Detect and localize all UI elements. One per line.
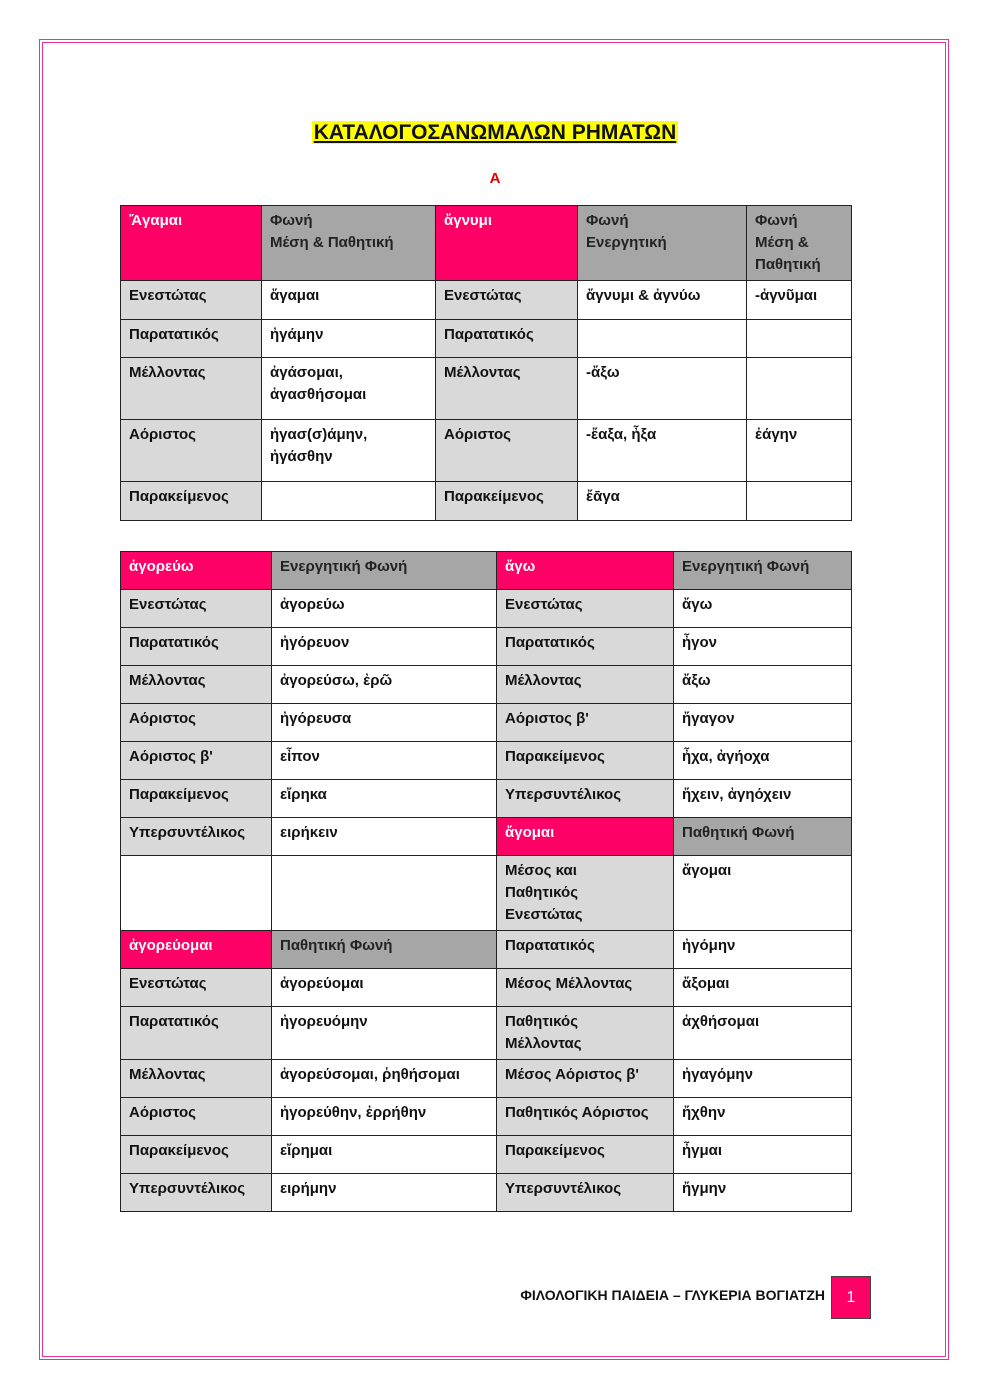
table1-cell: ἠγασ(σ)άμην, ἠγάσθην bbox=[262, 420, 436, 482]
table2-cell: Ενεστώτας bbox=[121, 590, 272, 628]
table-row bbox=[121, 552, 852, 590]
table2-cell: Υπερσυντέλικος bbox=[121, 1174, 272, 1212]
table2-cell: Μέλλοντας bbox=[121, 1060, 272, 1098]
table2-cell: ἠγαγόμην bbox=[674, 1060, 852, 1098]
table2-cell: Ενεστώτας bbox=[497, 590, 674, 628]
table-row bbox=[121, 742, 852, 780]
table1-cell: Μέλλοντας bbox=[121, 358, 262, 420]
table1-cell: ἄγαμαι bbox=[262, 281, 436, 320]
table-row bbox=[121, 1060, 852, 1098]
table-row bbox=[121, 1098, 852, 1136]
table-row bbox=[121, 420, 852, 482]
table1-cell: -ἄξω bbox=[578, 358, 747, 420]
table1-cell: -ἔαξα, ἦξα bbox=[578, 420, 747, 482]
table2-cell: εἶπον bbox=[272, 742, 497, 780]
table1-cell: ἀγάσομαι, ἀγασθήσομαι bbox=[262, 358, 436, 420]
table1-cell: Ενεστώτας bbox=[436, 281, 578, 320]
verb-table-1-body bbox=[121, 206, 852, 521]
document-title-text: ΚΑΤΑΛΟΓΟΣΑΝΩΜΑΛΩΝ ΡΗΜΑΤΩΝ bbox=[313, 121, 677, 144]
verb-table-2-body bbox=[121, 552, 852, 1212]
table2-cell: ἀγορεύομαι bbox=[272, 969, 497, 1007]
table2-cell: ἤγαγον bbox=[674, 704, 852, 742]
table2-cell: εἴρημαι bbox=[272, 1136, 497, 1174]
table2-cell: ἄξω bbox=[674, 666, 852, 704]
table2-cell: Μέλλοντας bbox=[121, 666, 272, 704]
table1-cell: Φωνή Μέση & Παθητική bbox=[747, 206, 852, 281]
table-row bbox=[121, 1007, 852, 1060]
table1-cell: ἔᾱγα bbox=[578, 482, 747, 521]
table2-cell: Παρατατικός bbox=[121, 628, 272, 666]
table2-cell: Αόριστος β' bbox=[121, 742, 272, 780]
table-row bbox=[121, 666, 852, 704]
table2-cell: Υπερσυντέλικος bbox=[497, 780, 674, 818]
table2-cell: Αόριστος bbox=[121, 704, 272, 742]
table2-cell: ειρήκειν bbox=[272, 818, 497, 856]
table2-cell: Παρακείμενος bbox=[497, 742, 674, 780]
table2-cell: ἦχα, ἀγήοχα bbox=[674, 742, 852, 780]
table1-cell: Παρακείμενος bbox=[121, 482, 262, 521]
table2-cell: Ενεργητική Φωνή bbox=[272, 552, 497, 590]
table2-cell: Αόριστος bbox=[121, 1098, 272, 1136]
table2-cell: ἀχθήσομαι bbox=[674, 1007, 852, 1060]
table2-cell: Παρακείμενος bbox=[121, 1136, 272, 1174]
table2-cell: ἄγω bbox=[674, 590, 852, 628]
table2-cell: ἤχθην bbox=[674, 1098, 852, 1136]
table1-cell bbox=[747, 320, 852, 358]
table-row bbox=[121, 931, 852, 969]
table2-cell: Ενεστώτας bbox=[121, 969, 272, 1007]
table2-cell: Υπερσυντέλικος bbox=[121, 818, 272, 856]
table2-cell: Υπερσυντέλικος bbox=[497, 1174, 674, 1212]
table2-cell: Παθητική Φωνή bbox=[674, 818, 852, 856]
table1-cell: Παρακείμενος bbox=[436, 482, 578, 521]
table1-cell: ἄγνυμι bbox=[436, 206, 578, 281]
table2-cell: Παρακείμενος bbox=[121, 780, 272, 818]
verb-table-agoreuo-ago bbox=[120, 551, 852, 1212]
table2-cell: Παθητικός Αόριστος bbox=[497, 1098, 674, 1136]
table2-cell: ἤχειν, ἀγηόχειν bbox=[674, 780, 852, 818]
table2-cell: ἄγομαι bbox=[497, 818, 674, 856]
table1-cell: ἄγνυμι & ἀγνύω bbox=[578, 281, 747, 320]
table2-cell: ἄγω bbox=[497, 552, 674, 590]
table-row bbox=[121, 281, 852, 320]
footer-author: ΦΙΛΟΛΟΓΙΚΗ ΠΑΙΔΕΙΑ – ΓΛΥΚΕΡΙΑ ΒΟΓΙΑΤΖΗ bbox=[520, 1287, 825, 1303]
table-row bbox=[121, 320, 852, 358]
table1-cell bbox=[747, 482, 852, 521]
table-row bbox=[121, 628, 852, 666]
table2-cell: ἀγορεύω bbox=[272, 590, 497, 628]
table2-cell: Παθητική Φωνή bbox=[272, 931, 497, 969]
table2-cell: ἦγμαι bbox=[674, 1136, 852, 1174]
table2-cell: Αόριστος β' bbox=[497, 704, 674, 742]
table2-cell: ἠγόμην bbox=[674, 931, 852, 969]
table2-cell: Ενεργητική Φωνή bbox=[674, 552, 852, 590]
table1-cell bbox=[262, 482, 436, 521]
table2-cell: ἀγορεύω bbox=[121, 552, 272, 590]
table-row bbox=[121, 818, 852, 856]
table2-cell: Παρακείμενος bbox=[497, 1136, 674, 1174]
table1-cell: Φωνή Ενεργητική bbox=[578, 206, 747, 281]
table2-cell bbox=[121, 856, 272, 931]
table2-cell: Μέλλοντας bbox=[497, 666, 674, 704]
table2-cell: ἀγορεύσω, ἐρῶ bbox=[272, 666, 497, 704]
table1-cell bbox=[747, 358, 852, 420]
page-number: 1 bbox=[831, 1276, 871, 1319]
table1-cell: ἠγάμην bbox=[262, 320, 436, 358]
table2-cell: ἀγορεύομαι bbox=[121, 931, 272, 969]
table-row bbox=[121, 780, 852, 818]
table2-cell: Μέσος Μέλλοντας bbox=[497, 969, 674, 1007]
table-row bbox=[121, 1174, 852, 1212]
table1-cell: Αόριστος bbox=[121, 420, 262, 482]
table-row bbox=[121, 590, 852, 628]
table2-cell: ἀγορεύσομαι, ῥηθήσομαι bbox=[272, 1060, 497, 1098]
table2-cell bbox=[272, 856, 497, 931]
table1-cell: ἐάγην bbox=[747, 420, 852, 482]
table1-cell: Ενεστώτας bbox=[121, 281, 262, 320]
table2-cell: Παρατατικός bbox=[497, 931, 674, 969]
table2-cell: ἤγμην bbox=[674, 1174, 852, 1212]
table2-cell: ἄξομαι bbox=[674, 969, 852, 1007]
table2-cell: ἠγόρευον bbox=[272, 628, 497, 666]
table2-cell: Παρατατικός bbox=[121, 1007, 272, 1060]
table1-cell: Παρατατικός bbox=[436, 320, 578, 358]
table-row bbox=[121, 704, 852, 742]
table-row bbox=[121, 206, 852, 281]
table1-cell bbox=[578, 320, 747, 358]
table2-cell: ἦγον bbox=[674, 628, 852, 666]
table2-cell: εἴρηκα bbox=[272, 780, 497, 818]
table1-cell: Αόριστος bbox=[436, 420, 578, 482]
table-row bbox=[121, 482, 852, 521]
table1-cell: Παρατατικός bbox=[121, 320, 262, 358]
table2-cell: Παθητικός Μέλλοντας bbox=[497, 1007, 674, 1060]
table1-cell: -ἀγνῦμαι bbox=[747, 281, 852, 320]
table1-cell: Ἄγαμαι bbox=[121, 206, 262, 281]
table2-cell: Μέσος Αόριστος β' bbox=[497, 1060, 674, 1098]
verb-table-agamai-agnymi bbox=[120, 205, 852, 521]
table-row bbox=[121, 969, 852, 1007]
table2-cell: Μέσος και Παθητικός Ενεστώτας bbox=[497, 856, 674, 931]
table2-cell: ἠγορεύθην, ἐρρήθην bbox=[272, 1098, 497, 1136]
table-row bbox=[121, 1136, 852, 1174]
table-row bbox=[121, 358, 852, 420]
table2-cell: ἠγόρευσα bbox=[272, 704, 497, 742]
table2-cell: ἠγορευόμην bbox=[272, 1007, 497, 1060]
document-title bbox=[0, 121, 990, 145]
table2-cell: ἄγομαι bbox=[674, 856, 852, 931]
table1-cell: Μέλλοντας bbox=[436, 358, 578, 420]
table1-cell: Φωνή Μέση & Παθητική bbox=[262, 206, 436, 281]
table2-cell: ειρήμην bbox=[272, 1174, 497, 1212]
section-letter: Α bbox=[489, 170, 501, 187]
table-row bbox=[121, 856, 852, 931]
table2-cell: Παρατατικός bbox=[497, 628, 674, 666]
